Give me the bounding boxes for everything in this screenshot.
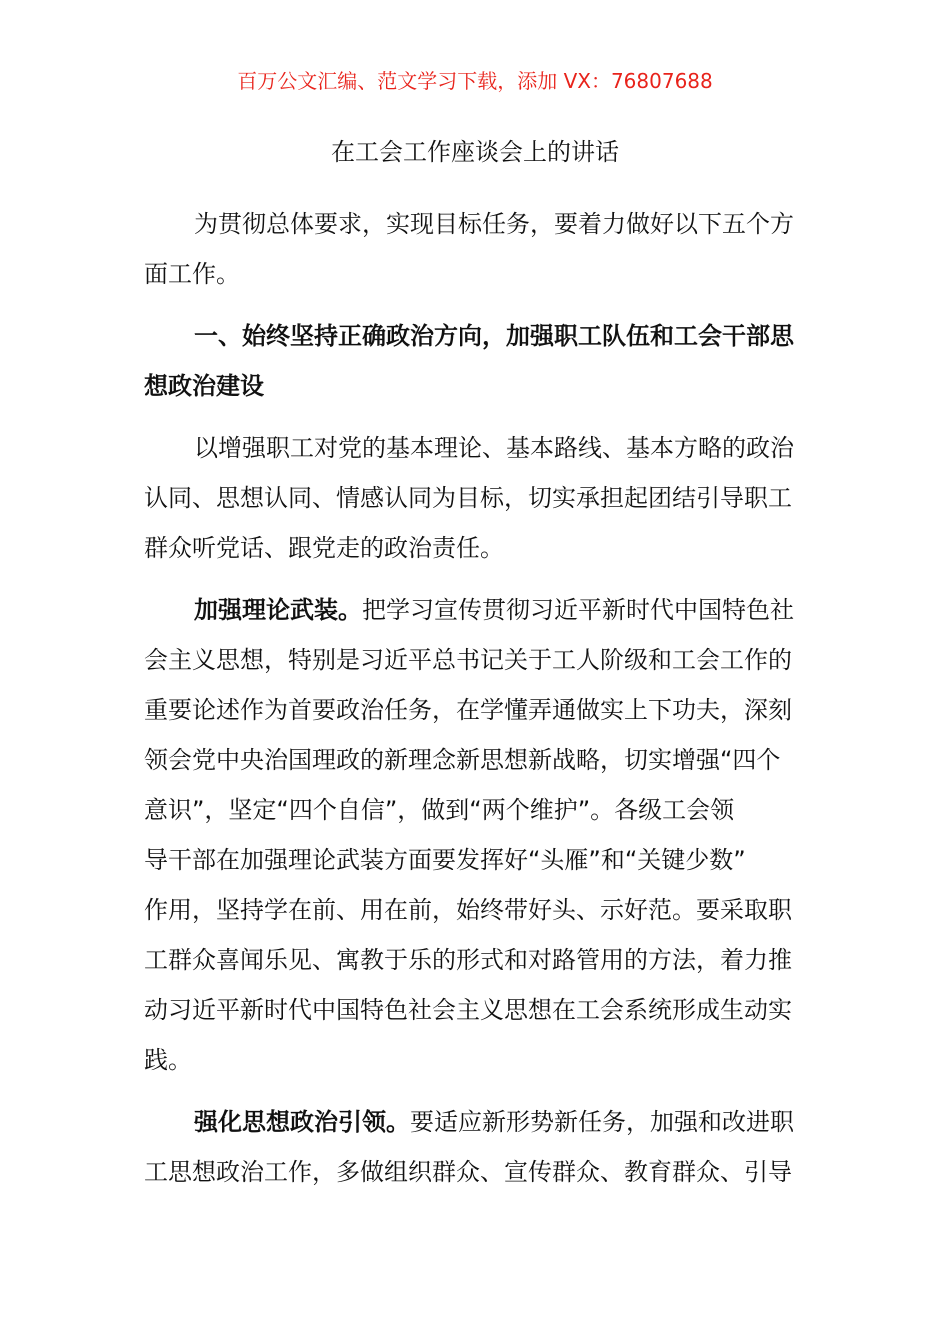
paragraph-line: 重要论述作为首要政治任务，在学懂弄通做实上下功夫，深刻 (144, 696, 792, 724)
paragraph-line-rest: 把学习宣传贯彻习近平新时代中国特色社 (362, 596, 794, 624)
paragraph-line: 践。 (144, 1046, 192, 1074)
paragraph-line: 认同、思想认同、情感认同为目标，切实承担起团结引导职工 (144, 484, 792, 512)
paragraph-line: 工思想政治工作，多做组织群众、宣传群众、教育群众、引导 (144, 1158, 792, 1186)
heading-line: 一、始终坚持正确政治方向，加强职工队伍和工会干部思 (194, 322, 794, 350)
paragraph-lead: 强化思想政治引领。 (194, 1108, 410, 1136)
paragraph-line: 群众听党话、跟党走的政治责任。 (144, 534, 504, 562)
paragraph-1 (144, 423, 808, 573)
paragraph-line: 领会党中央治国理政的新理念新思想新战略，切实增强“四个 (144, 746, 781, 774)
paragraph-line: 意识”，坚定“四个自信”，做到“两个维护”。各级工会领 (144, 796, 735, 824)
paragraph-line: 导干部在加强理论武装方面要发挥好“头雁”和“关键少数” (144, 846, 746, 874)
paragraph-lead: 加强理论武装。 (194, 596, 362, 624)
document-body (144, 199, 808, 1197)
header-watermark-note: 百万公文汇编、范文学习下载，添加 VX：76807688 (237, 69, 713, 93)
paragraph-line (144, 1097, 808, 1147)
paragraph-line: 面工作。 (144, 260, 240, 288)
section-heading-1 (144, 311, 808, 411)
paragraph-line: 工群众喜闻乐见、寓教于乐的形式和对路管用的方法，着力推 (144, 946, 792, 974)
page-title: 在工会工作座谈会上的讲话 (331, 138, 619, 166)
paragraph-line: 会主义思想，特别是习近平总书记关于工人阶级和工会工作的 (144, 646, 792, 674)
paragraph-line: 动习近平新时代中国特色社会主义思想在工会系统形成生动实 (144, 996, 792, 1024)
paragraph-line: 以增强职工对党的基本理论、基本路线、基本方略的政治 (194, 434, 794, 462)
paragraph-line (144, 585, 808, 635)
heading-line: 想政治建设 (144, 372, 264, 400)
paragraph-line-rest: 要适应新形势新任务，加强和改进职 (410, 1108, 794, 1136)
paragraph-2 (144, 585, 808, 1085)
paragraph-intro (144, 199, 808, 299)
paragraph-3 (144, 1097, 808, 1197)
paragraph-line: 作用，坚持学在前、用在前，始终带好头、示好范。要采取职 (144, 896, 792, 924)
paragraph-line: 为贯彻总体要求，实现目标任务，要着力做好以下五个方 (194, 210, 794, 238)
